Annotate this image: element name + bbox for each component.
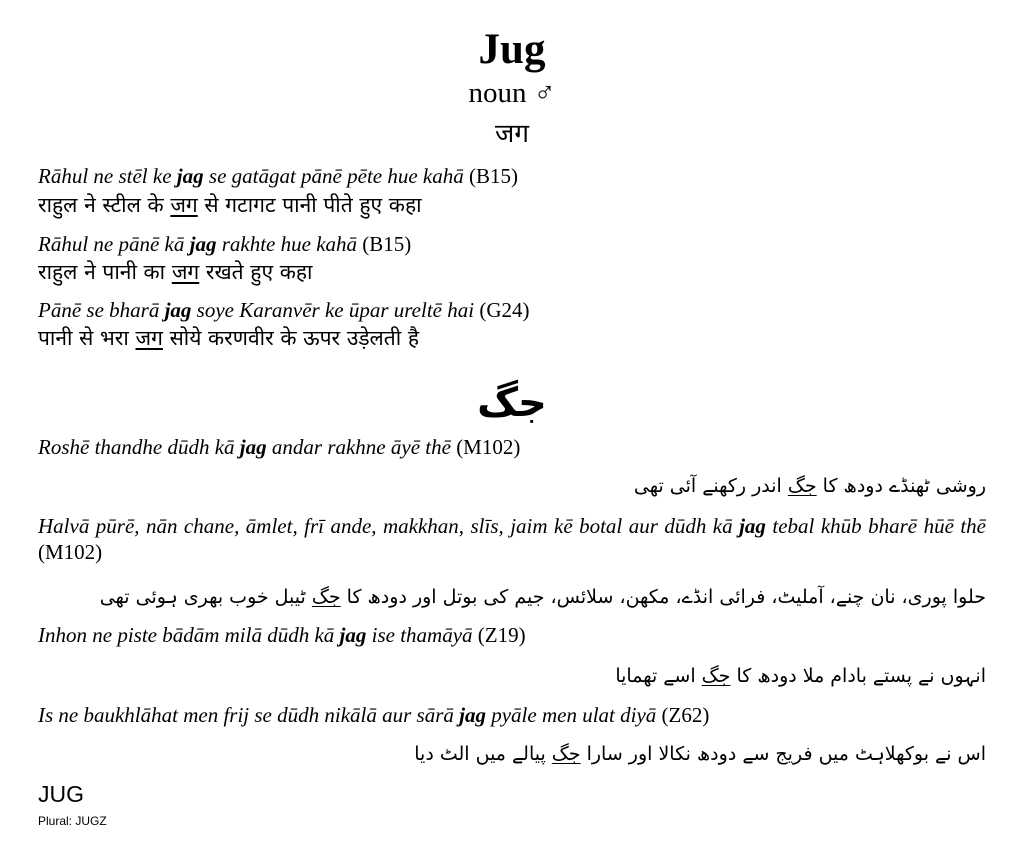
translit-text: rakhte hue kahā	[216, 232, 358, 256]
translit-text: soye Karanvēr ke ūpar ureltē hai	[191, 298, 475, 322]
keyword-underlined: जग	[170, 193, 198, 217]
hindi-example-1-devanagari	[38, 191, 422, 219]
hindi-example-2-transliteration	[38, 231, 411, 257]
keyword: jag	[339, 623, 367, 647]
source-ref: (B15)	[357, 232, 412, 256]
urdu-example-1-nastaliq	[634, 472, 986, 500]
urdu-text: اس نے بوکھلاہٹ میں فریج سے دودھ نکالا اور سارا	[580, 743, 986, 765]
source-ref: (G24)	[474, 298, 530, 322]
translit-text: Inhon ne piste bādām milā dūdh kā	[38, 623, 340, 647]
part-of-speech	[0, 76, 1024, 110]
urdu-example-2-nastaliq	[100, 583, 986, 611]
hindi-text: राहुल ने स्टील के	[38, 193, 171, 217]
urdu-text: ٹیبل خوب بھری ہوئی تھی	[99, 586, 312, 608]
keyword-underlined: جگ	[787, 475, 817, 497]
keyword: jag	[189, 232, 217, 256]
headword: Jug	[478, 26, 546, 73]
translit-text: se gatāgat pānē pēte hue kahā	[203, 164, 464, 188]
hindi-example-1-transliteration	[38, 163, 518, 189]
source-ref: (Z19)	[472, 623, 526, 647]
translit-text: tebal khūb bharē hūē thē	[765, 514, 987, 538]
urdu-text: اسے تھمایا	[615, 665, 702, 687]
urdu-headword: جگ	[477, 380, 547, 426]
hindi-text: पानी से भरा	[38, 326, 136, 350]
urdu-example-3-nastaliq	[615, 662, 986, 690]
keyword: jag	[176, 164, 204, 188]
translit-text: pyāle men ulat diyā	[485, 703, 657, 727]
source-ref: (Z62)	[656, 703, 710, 727]
urdu-text: انہوں نے پستے بادام ملا دودھ کا	[730, 665, 986, 687]
hindi-example-3-devanagari	[38, 324, 419, 352]
keyword-underlined: जग	[135, 326, 163, 350]
urdu-example-4-transliteration	[38, 702, 709, 728]
english-headword: JUG	[38, 781, 84, 807]
hindi-text: से गटागट पानी पीते हुए कहा	[197, 193, 422, 217]
source-ref: (M102)	[38, 540, 103, 564]
translit-text: ise thamāyā	[366, 623, 473, 647]
translit-text: andar rakhne āyē thē	[266, 435, 451, 459]
urdu-text: اندر رکھنے آئی تھی	[633, 475, 788, 497]
keyword-underlined: جگ	[551, 743, 581, 765]
keyword: jag	[459, 703, 486, 727]
keyword: jag	[164, 298, 192, 322]
hindi-example-2-devanagari	[38, 258, 312, 286]
male-gender-icon: ♂	[533, 77, 556, 109]
keyword: jag	[239, 435, 267, 459]
urdu-text: پیالے میں الٹ دیا	[414, 743, 552, 765]
translit-text: Roshē thandhe dūdh kā	[38, 435, 240, 459]
urdu-example-2-transliteration	[38, 513, 986, 565]
keyword-underlined: جگ	[701, 665, 731, 687]
hindi-text: रखते हुए कहा	[199, 260, 313, 284]
part-of-speech-label: noun	[468, 77, 527, 109]
urdu-example-4-nastaliq	[414, 740, 986, 768]
translit-text: Rāhul ne pānē kā	[38, 232, 190, 256]
source-ref: (B15)	[463, 164, 518, 188]
source-ref: (M102)	[450, 435, 521, 459]
plural-form: Plural: JUGZ	[38, 814, 107, 828]
hindi-text: राहुल ने पानी का	[38, 260, 172, 284]
urdu-example-1-transliteration	[38, 434, 520, 460]
urdu-text: حلوا پوری، نان چنے، آملیٹ، فرائی انڈے، مکھن، سلائس، جیم کی بوتل اور دودھ کا	[340, 586, 986, 608]
keyword-underlined: جگ	[311, 586, 341, 608]
translit-text: Halvā pūrē, nān chane, āmlet, frī ande, makkhan, slīs, jaim kē botal aur dūdh kā	[38, 514, 740, 538]
translit-text: Is ne baukhlāhat men frij se dūdh nikālā aur sārā	[38, 703, 460, 727]
urdu-example-3-transliteration	[38, 622, 526, 648]
keyword: jag	[739, 514, 766, 538]
hindi-headword: जग	[495, 119, 529, 149]
keyword-underlined: जग	[171, 260, 200, 284]
urdu-text: روشی ٹھنڈے دودھ کا	[816, 475, 986, 497]
hindi-example-3-transliteration	[38, 297, 530, 323]
hindi-text: सोये करणवीर के ऊपर उड़ेलती है	[162, 326, 420, 350]
translit-text: Rāhul ne stēl ke	[38, 164, 177, 188]
translit-text: Pānē se bharā	[38, 298, 165, 322]
